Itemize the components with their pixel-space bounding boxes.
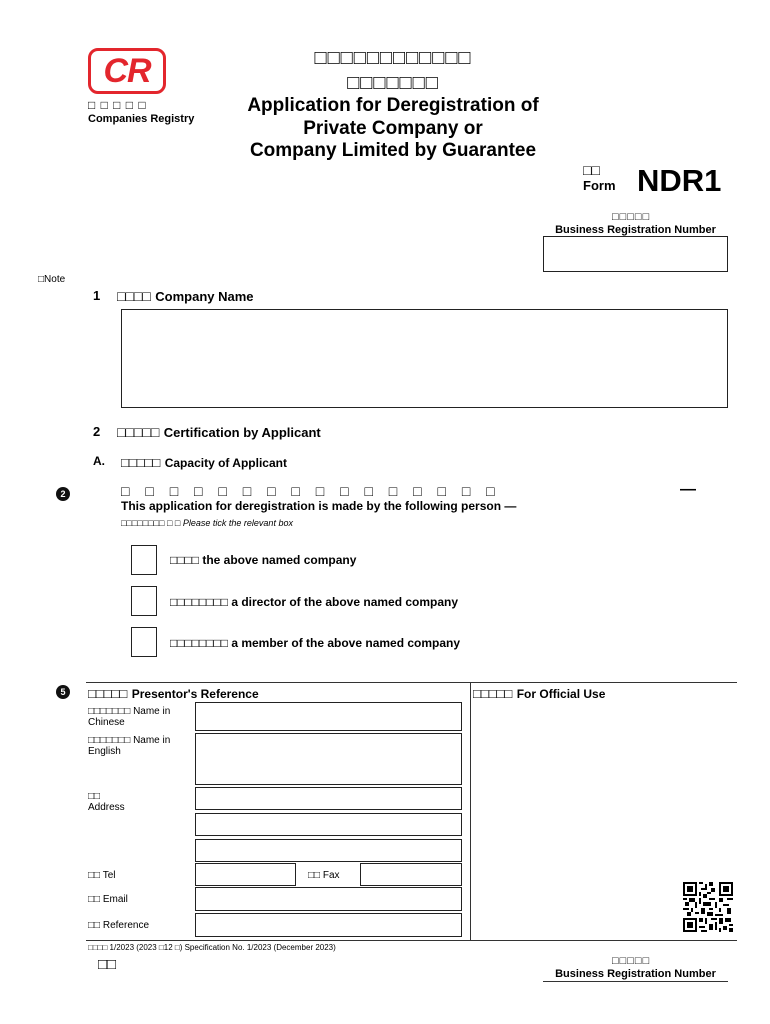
name-en-label-en1: Name in bbox=[133, 735, 171, 746]
title-cn-line1: □□□□□□□□□□□□ bbox=[314, 47, 472, 69]
checkbox-member[interactable] bbox=[131, 627, 157, 657]
address-line3-input[interactable] bbox=[195, 839, 462, 862]
option-member-cn: □□□□□□□□ bbox=[170, 636, 228, 650]
option-company-en: the above named company bbox=[202, 553, 357, 567]
tel-input[interactable] bbox=[195, 863, 296, 886]
section2-number: 2 bbox=[93, 424, 101, 439]
tick-instruction-en: Please tick the relevant box bbox=[182, 518, 293, 528]
companies-registry-logo bbox=[88, 48, 166, 94]
reference-label-cn: □□ bbox=[88, 920, 101, 931]
footer-brn-rule bbox=[543, 981, 728, 982]
section1-title-en: Company Name bbox=[155, 289, 254, 304]
brn-input[interactable] bbox=[543, 236, 728, 272]
registry-name-en: Companies Registry bbox=[88, 113, 195, 125]
tel-label-en: Tel bbox=[102, 870, 116, 881]
presentor-title bbox=[88, 685, 259, 703]
spec-number: □□□□ 1/2023 (2023 □12 □) Specification No. 1/2023 (December 2023) bbox=[88, 943, 336, 952]
statement-en: This application for deregistration is made by the following person — bbox=[121, 499, 517, 513]
presentor-title-cn: □□□□□ bbox=[88, 686, 128, 701]
checkbox-company[interactable] bbox=[131, 545, 157, 575]
section1-title bbox=[117, 288, 254, 306]
section2-title bbox=[117, 424, 321, 442]
reference-label bbox=[88, 920, 149, 931]
presentor-bottom-rule bbox=[86, 940, 737, 941]
form-code: NDR1 bbox=[637, 163, 722, 198]
address-label-cn: □□ bbox=[88, 791, 101, 802]
option-director-cn: □□□□□□□□ bbox=[170, 595, 228, 609]
note-bullet-5: 5 bbox=[56, 685, 70, 699]
tick-instruction bbox=[121, 518, 293, 528]
name-cn-label-en1: Name in bbox=[133, 706, 171, 717]
company-name-input[interactable] bbox=[121, 309, 728, 408]
official-divider bbox=[470, 682, 471, 940]
option-director-label bbox=[170, 595, 458, 609]
option-company-cn: □□□□ bbox=[170, 553, 199, 567]
statement-dash: — bbox=[680, 481, 696, 498]
official-use-title-en: For Official Use bbox=[516, 687, 606, 701]
form-label-en: Form bbox=[583, 178, 616, 193]
name-cn-label-en2: Chinese bbox=[88, 717, 125, 728]
logo-text: CR bbox=[103, 52, 151, 90]
presentor-title-en: Presentor's Reference bbox=[131, 687, 259, 701]
statement-cn: □ □ □ □ □ □ □ □ □ □ □ □ □ □ □ □ bbox=[121, 483, 495, 499]
option-member-en: a member of the above named company bbox=[231, 636, 461, 650]
option-company-label bbox=[170, 553, 356, 567]
name-en-label-cn: □□□□□□□ bbox=[88, 735, 131, 746]
name-en-label bbox=[88, 735, 170, 757]
section1-number: 1 bbox=[93, 288, 101, 303]
checkbox-director[interactable] bbox=[131, 586, 157, 616]
address-label bbox=[88, 791, 125, 813]
brn-label-en: Business Registration Number bbox=[555, 224, 716, 236]
tel-label-cn: □□ bbox=[88, 870, 101, 881]
qr-code bbox=[682, 882, 734, 932]
name-en-label-en2: English bbox=[88, 746, 121, 757]
fax-input[interactable] bbox=[360, 863, 462, 886]
brn-label-cn: □□□□□ bbox=[612, 211, 651, 223]
fax-label-en: Fax bbox=[322, 870, 340, 881]
name-chinese-input[interactable] bbox=[195, 702, 462, 731]
section2a-title-en: Capacity of Applicant bbox=[164, 456, 287, 470]
option-member-label bbox=[170, 636, 460, 650]
title-en-line2: Private Company or bbox=[303, 118, 483, 139]
title-cn-line2: □□□□□□□ bbox=[347, 72, 439, 94]
reference-input[interactable] bbox=[195, 913, 462, 937]
official-use-title-cn: □□□□□ bbox=[473, 686, 513, 701]
section2-title-en: Certification by Applicant bbox=[163, 425, 321, 440]
presentor-top-rule bbox=[86, 682, 737, 683]
footer-brn-label-en: Business Registration Number bbox=[555, 968, 716, 980]
tick-instruction-cn: □□□□□□□□ □ □ bbox=[121, 518, 181, 528]
title-en-line1: Application for Deregistration of bbox=[247, 95, 539, 116]
note-label: □Note bbox=[38, 274, 66, 285]
name-cn-label bbox=[88, 706, 170, 728]
reference-label-en: Reference bbox=[102, 920, 150, 931]
section2a-title bbox=[121, 454, 287, 472]
email-label-cn: □□ bbox=[88, 894, 101, 905]
fax-label bbox=[308, 870, 340, 881]
title-en-line3: Company Limited by Guarantee bbox=[249, 140, 537, 161]
section2a-letter: A. bbox=[93, 454, 105, 468]
registry-name-cn: □ □ □ □ □ bbox=[88, 98, 147, 112]
tel-label bbox=[88, 870, 116, 881]
form-label-cn: □□ bbox=[583, 162, 600, 178]
footer-brn-label-cn: □□□□□ bbox=[612, 955, 651, 967]
address-line2-input[interactable] bbox=[195, 813, 462, 836]
official-use-title bbox=[473, 685, 605, 703]
name-cn-label-cn: □□□□□□□ bbox=[88, 706, 131, 717]
section2-title-cn: □□□□□ bbox=[117, 424, 160, 440]
option-director-en: a director of the above named company bbox=[231, 595, 459, 609]
address-label-en: Address bbox=[88, 802, 125, 813]
address-line1-input[interactable] bbox=[195, 787, 462, 810]
page-label-cn: □□ bbox=[98, 956, 117, 973]
email-label bbox=[88, 894, 128, 905]
email-input[interactable] bbox=[195, 887, 462, 911]
fax-label-cn: □□ bbox=[308, 870, 321, 881]
note-bullet-2: 2 bbox=[56, 487, 70, 501]
name-english-input[interactable] bbox=[195, 733, 462, 785]
section1-title-cn: □□□□ bbox=[117, 288, 151, 304]
section2a-title-cn: □□□□□ bbox=[121, 455, 161, 470]
email-label-en: Email bbox=[102, 894, 128, 905]
